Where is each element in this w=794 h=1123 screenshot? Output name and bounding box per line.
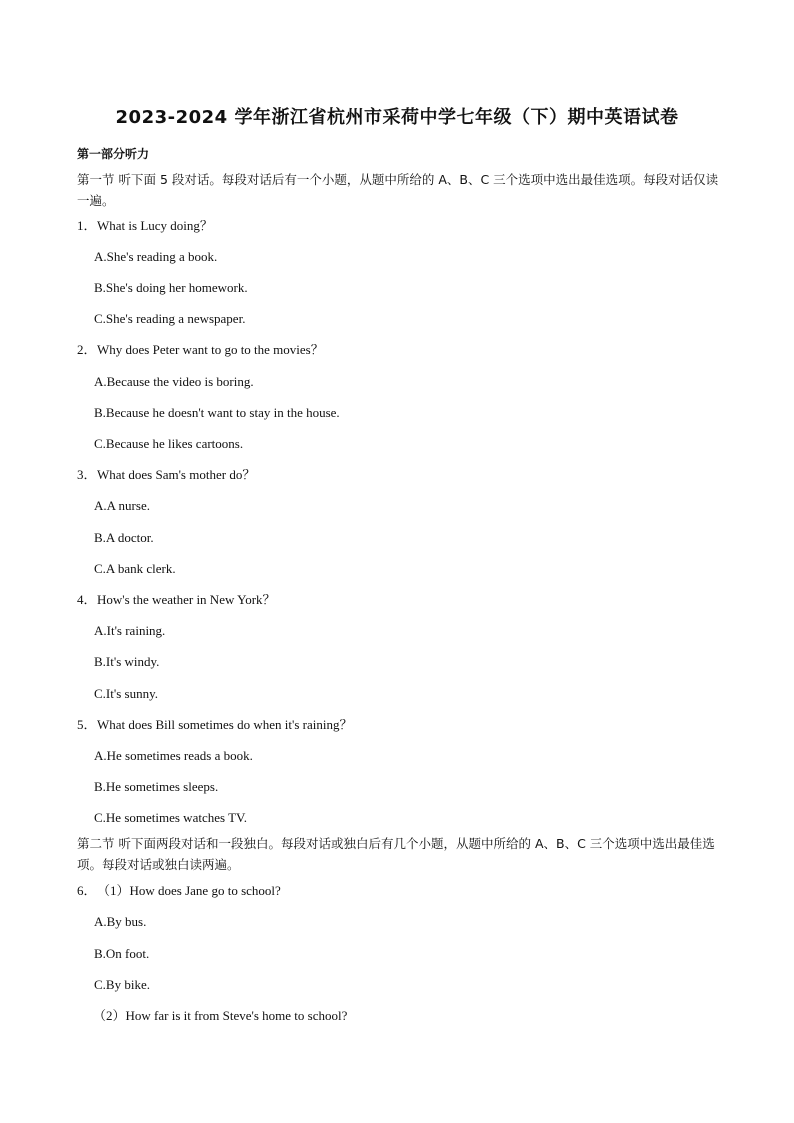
- question-4-option-a: A.It's raining.: [94, 623, 166, 638]
- question-number: 3．: [77, 467, 97, 482]
- question-2: [77, 342, 324, 358]
- question-6-1-option-c: C.By bike.: [94, 977, 150, 992]
- question-4: [77, 592, 276, 608]
- question-number: 1．: [77, 218, 97, 233]
- page-title: 2023-2024 学年浙江省杭州市采荷中学七年级（下）期中英语试卷: [115, 107, 679, 128]
- question-6: [77, 883, 281, 899]
- question-5-option-a: A.He sometimes reads a book.: [94, 748, 253, 763]
- question-number: 5．: [77, 717, 97, 732]
- question-6-1-option-b: B.On foot.: [94, 946, 150, 961]
- question-number: 2．: [77, 342, 97, 357]
- question-3-option-c: C.A bank clerk.: [94, 561, 176, 576]
- question-text: （1）How does Jane go to school?: [97, 883, 281, 898]
- question-2-option-a: A.Because the video is boring.: [94, 374, 254, 389]
- question-1-option-c: C.She's reading a newspaper.: [94, 311, 246, 326]
- part-heading: 第一部分听力: [77, 147, 150, 161]
- question-text: Why does Peter want to go to the movies？: [97, 342, 324, 357]
- question-3: [77, 467, 255, 483]
- question-text: What is Lucy doing？: [97, 218, 213, 233]
- question-2-option-c: C.Because he likes cartoons.: [94, 436, 244, 451]
- question-number: 4．: [77, 592, 97, 607]
- question-3-option-a: A.A nurse.: [94, 498, 150, 513]
- question-5: [77, 717, 352, 733]
- section-1-intro: 第一节 听下面 5 段对话。每段对话后有一个小题，从题中所给的 A、B、C 三个选项中选出最佳选项。每段对话仅读一遍。: [77, 172, 719, 208]
- question-4-option-b: B.It's windy.: [94, 654, 160, 669]
- question-6-1-option-a: A.By bus.: [94, 914, 147, 929]
- question-5-option-b: B.He sometimes sleeps.: [94, 779, 219, 794]
- question-text: What does Bill sometimes do when it's raining？: [97, 717, 353, 732]
- question-1-option-b: B.She's doing her homework.: [94, 280, 248, 295]
- question-1-option-a: A.She's reading a book.: [94, 249, 218, 264]
- question-text: How's the weather in New York？: [97, 592, 276, 607]
- question-4-option-c: C.It's sunny.: [94, 686, 158, 701]
- question-6-2: （2）How far is it from Steve's home to school?: [93, 1008, 348, 1023]
- question-number: 6．: [77, 883, 97, 898]
- question-text: What does Sam's mother do？: [97, 467, 256, 482]
- question-5-option-c: C.He sometimes watches TV.: [94, 810, 247, 825]
- section-2-intro: 第二节 听下面两段对话和一段独白。每段对话或独白后有几个小题，从题中所给的 A、B、C 三个选项中选出最佳选项。每段对话或独白读两遍。: [77, 836, 715, 872]
- question-2-option-b: B.Because he doesn't want to stay in the house.: [94, 405, 340, 420]
- question-3-option-b: B.A doctor.: [94, 530, 154, 545]
- question-1: [77, 218, 213, 234]
